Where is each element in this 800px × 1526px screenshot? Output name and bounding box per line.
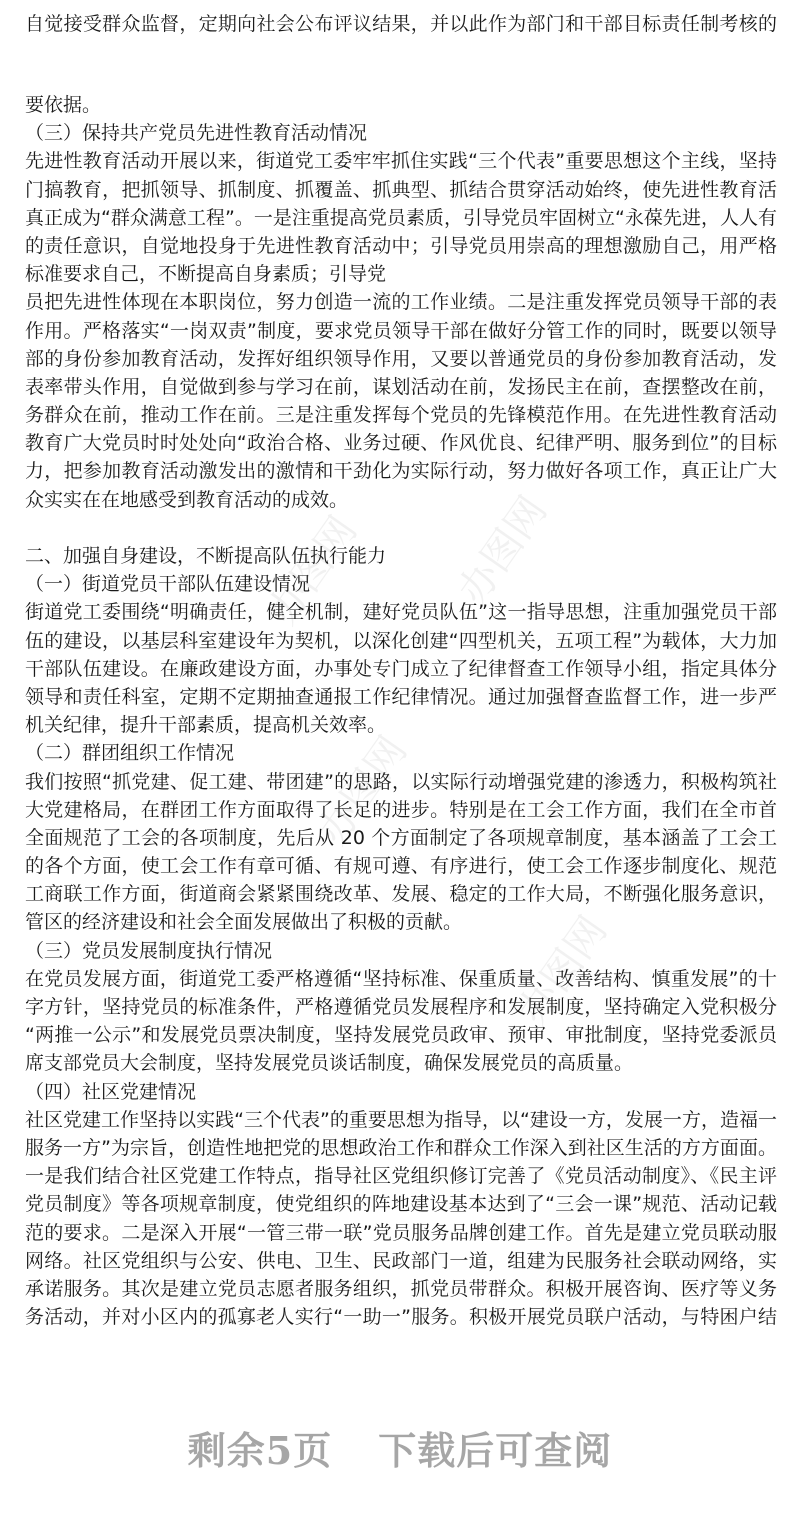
section-heading: （一）街道党员干部队伍建设情况 — [25, 573, 311, 596]
text-line: 全面规范了工会的各项制度，先后从 20 个方面制定了各项规章制度，基本涵盖了工会工 — [25, 826, 777, 849]
text-line: 务群众在前，推动工作在前。三是注重发挥每个党员的先锋模范作用。在先进性教育活动 — [25, 404, 777, 427]
text-line: 众实实在在地感受到教育活动的成效。 — [25, 488, 349, 511]
section-heading: （三）保持共产党员先进性教育活动情况 — [25, 122, 368, 145]
text-line: 机关纪律，提升干部素质，提高机关效率。 — [25, 714, 387, 737]
text-line: 字方针，坚持党员的标准条件，严格遵循党员发展程序和发展制度，坚持确定入党积极分 — [25, 996, 777, 1018]
text-line: 教育广大党员时时处处向“政治合格、业务过硬、作风优良、纪律严明、服务到位”的目标 — [25, 432, 777, 455]
section-heading: （二）群团组织工作情况 — [25, 742, 235, 765]
text-line: “两推一公示”和发展党员票决制度，坚持发展党员政审、预审、审批制度，坚持党委派员 — [25, 1024, 777, 1047]
text-line: 席支部党员大会制度，坚持发展党员谈话制度，确保发展党员的高质量。 — [25, 1052, 634, 1075]
text-line: 大党建格局，在群团工作方面取得了长足的进步。特别是在工会工作方面，我们在全市首 — [25, 798, 777, 821]
text-line: 干部队伍建设。在廉政建设方面，办事处专门成立了纪律督查工作领导小组，指定具体分 — [25, 657, 777, 680]
text-line: 在党员发展方面，街道党工委严格遵循“坚持标准、保重质量、改善结构、慎重发展”的十 — [25, 967, 777, 990]
text-line: 部的身份参加教育活动，发挥好组织领导作用，又要以普通党员的身份参加教育活动，发 — [25, 347, 777, 370]
text-line: 力，把参加教育活动激发出的激情和干劲化为实际行动，努力做好各项工作，真正让广大 — [25, 460, 777, 483]
watermark: 办图网 — [259, 508, 367, 633]
watermark: 办图网 — [309, 728, 417, 853]
watermark: 办图网 — [509, 908, 617, 1033]
text-line: 务活动，并对小区内的孤寡老人实行“一助一”服务。积极开展党员联户活动，与特困户结 — [25, 1306, 777, 1329]
download-prompt[interactable] — [0, 1420, 800, 1475]
text-line: 领导和责任科室，定期不定期抽查通报工作纪律情况。通过加强督查监督工作，进一步严 — [25, 685, 777, 708]
text-line: 一是我们结合社区党建工作特点，指导社区党组织修订完善了《党员活动制度》、《民主评 — [25, 1165, 777, 1188]
section-heading: （四）社区党建情况 — [25, 1080, 197, 1103]
section-heading: （三）党员发展制度执行情况 — [25, 939, 273, 962]
text-line: 的各个方面，使工会工作有章可循、有规可遵、有序进行，使工会工作逐步制度化、规范 — [25, 855, 777, 878]
text-line: 员把先进性体现在本职岗位，努力创造一流的工作业绩。二是注重发挥党员领导干部的表 — [25, 291, 777, 314]
text-line: 伍的建设，以基层科室建设年为契机，以深化创建“四型机关，五项工程”为载体，大力加 — [25, 629, 777, 652]
text-line: 网络。社区党组织与公安、供电、卫生、民政部门一道，组建为民服务社会联动网络，实 — [25, 1249, 777, 1272]
text-line: 自觉接受群众监督，定期向社会公布评议结果，并以此作为部门和干部目标责任制考核的 — [25, 13, 777, 35]
section-heading: 二、加强自身建设，不断提高队伍执行能力 — [25, 545, 387, 567]
text-line: 真正成为“群众满意工程”。一是注重提高党员素质，引导党员牢固树立“永葆先进，人人有 — [25, 206, 777, 229]
document-body — [25, 91, 777, 1331]
remaining-pages-label: 剩余5页 — [187, 1428, 333, 1473]
text-line: 服务一方”为宗旨，创造性地把党的思想政治工作和群众工作深入到社区生活的方方面面。 — [25, 1136, 777, 1159]
text-line: 标准要求自己，不断提高自身素质；引导党 — [25, 263, 387, 286]
download-to-view-label: 下载后可查阅 — [378, 1428, 613, 1473]
text-line: 社区党建工作坚持以实践“三个代表”的重要思想为指导，以“建设一方，发展一方，造福一 — [25, 1108, 777, 1131]
text-line: 我们按照“抓党建、促工建、带团建”的思路，以实际行动增强党建的渗透力，积极构筑社 — [25, 770, 777, 793]
text-line: 要依据。 — [25, 94, 102, 116]
text-line: 作用。严格落实“一岗双责”制度，要求党员领导干部在做好分管工作的同时，既要以领导 — [25, 319, 777, 342]
text-line: 承诺服务。其次是建立党员志愿者服务组织，抓党员带群众。积极开展咨询、医疗等义务 — [25, 1277, 777, 1300]
text-line: 党员制度》等各项规章制度，使党组织的阵地建设基本达到了“三会一课”规范、活动记载 — [25, 1193, 777, 1216]
text-line: 表率带头作用，自觉做到参与学习在前，谋划活动在前，发扬民主在前，查摆整改在前， — [25, 375, 777, 398]
blank-line — [25, 514, 777, 542]
text-line: 先进性教育活动开展以来，街道党工委牢牢抓住实践“三个代表”重要思想这个主线，坚持 — [25, 150, 777, 173]
top-text-block — [25, 10, 777, 38]
text-line: 范的要求。二是深入开展“一管三带一联”党员服务品牌创建工作。首先是建立党员联动服 — [25, 1221, 777, 1244]
text-line: 管区的经济建设和社会全面发展做出了积极的贡献。 — [25, 911, 463, 934]
text-line: 的责任意识，自觉地投身于先进性教育活动中；引导党员用崇高的理想激励自己，用严格 — [25, 234, 777, 257]
watermark: 办图网 — [449, 488, 557, 613]
text-line: 街道党工委围绕“明确责任，健全机制，建好党员队伍”这一指导思想，注重加强党员干部 — [25, 601, 777, 624]
text-line: 门搞教育，把抓领导、抓制度、抓覆盖、抓典型、抓结合贯穿活动始终，使先进性教育活 — [25, 178, 777, 201]
text-line: 工商联工作方面，街道商会紧紧围绕改革、发展、稳定的工作大局，不断强化服务意识， — [25, 883, 777, 906]
